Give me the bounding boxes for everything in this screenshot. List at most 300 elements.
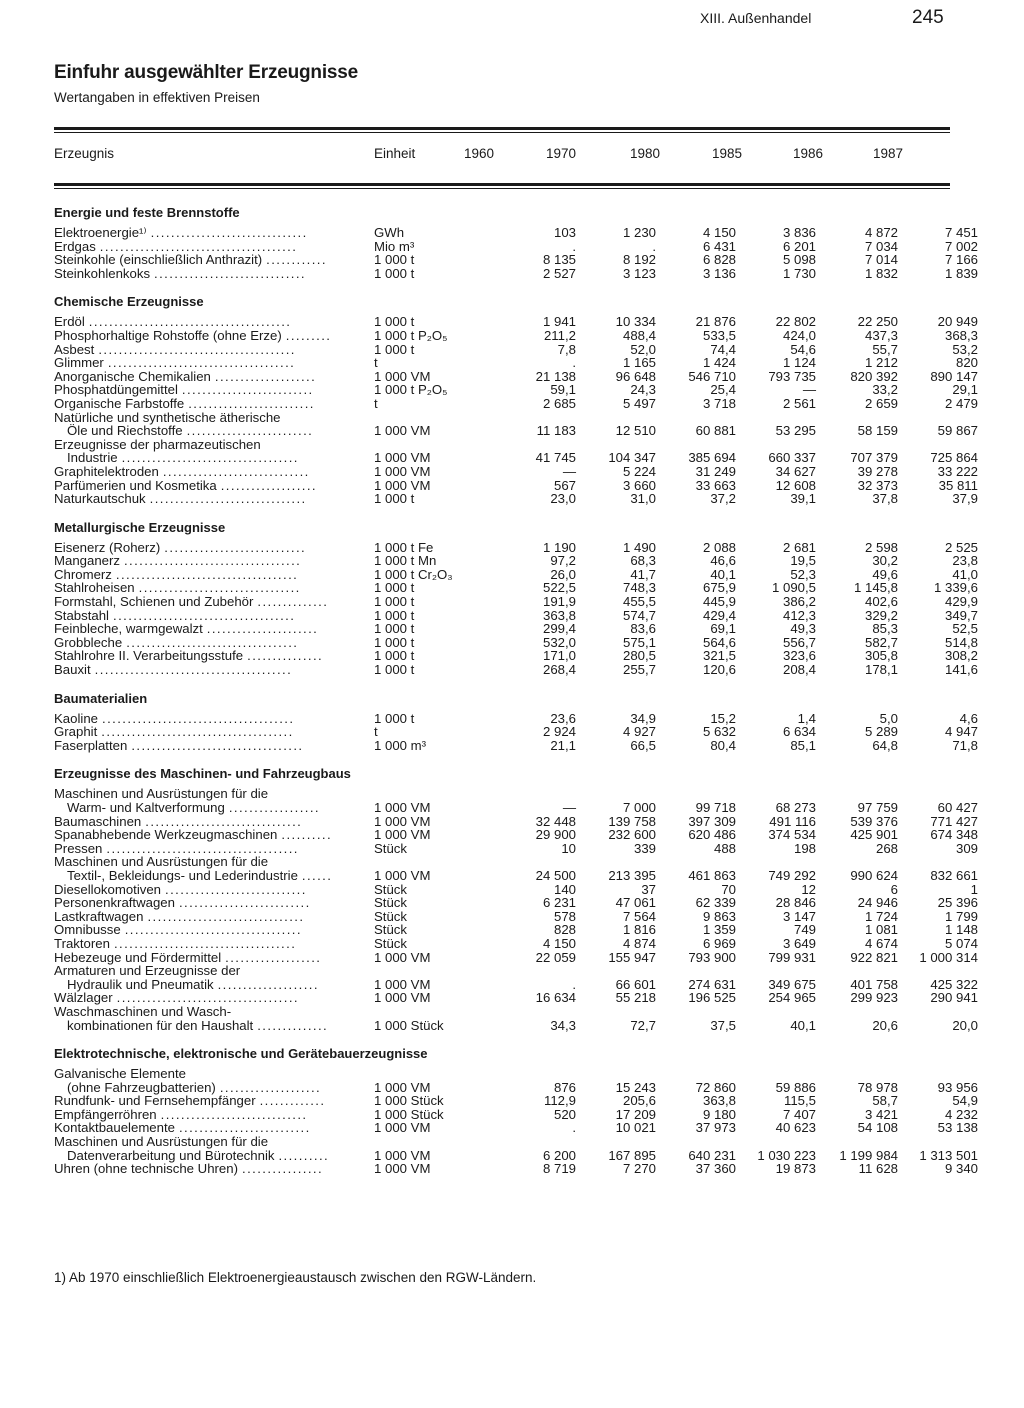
- row-label: Organische Farbstoffe: [54, 395, 185, 411]
- row-label: Grobbleche: [54, 634, 123, 650]
- cell-value: 7 564: [622, 908, 656, 924]
- cell-value: 19 873: [775, 1161, 816, 1177]
- leader-dots: ....................: [214, 368, 317, 384]
- row-unit: 1 000 t: [374, 634, 415, 650]
- table-row: [54, 355, 978, 371]
- cell-value: 578: [553, 908, 576, 924]
- table-row: [54, 607, 978, 623]
- cell-value: 3 660: [622, 477, 656, 493]
- row-label: Pressen: [54, 840, 103, 856]
- cell-value: —: [562, 800, 576, 815]
- cell-value: 8 192: [622, 252, 656, 268]
- cell-value: 59 886: [775, 1079, 816, 1095]
- cell-value: 386,2: [782, 594, 816, 610]
- leader-dots: .............................: [162, 463, 310, 479]
- section-heading: Chemische Erzeugnisse: [54, 294, 204, 310]
- cell-value: 461 863: [688, 867, 736, 883]
- leader-dots: ..............: [257, 594, 329, 610]
- cell-value: 52,5: [952, 621, 978, 637]
- row-label: Waschmaschinen und Wasch-: [54, 1003, 232, 1019]
- cell-value: 1 839: [944, 265, 978, 281]
- table-row: [54, 1135, 950, 1149]
- row-label: Erdöl: [54, 314, 85, 330]
- section-heading-row: [54, 515, 950, 541]
- table-row: [54, 539, 978, 555]
- cell-value: 255,7: [622, 662, 656, 678]
- cell-value: 58,7: [872, 1093, 898, 1109]
- row-unit: 1 000 VM: [374, 976, 431, 992]
- cell-value: 34,3: [550, 1017, 576, 1033]
- row-label: Maschinen und Ausrüstungen für die: [54, 786, 269, 802]
- cell-value: 771 427: [930, 813, 978, 829]
- cell-value: 10 021: [615, 1120, 656, 1136]
- row-unit: 1 000 Stück: [374, 1017, 444, 1033]
- cell-value: 7 166: [944, 252, 978, 268]
- cell-value: 37,5: [710, 1017, 736, 1033]
- cell-value: 7 270: [622, 1161, 656, 1177]
- leader-dots: ...................: [225, 949, 322, 965]
- table-row: [54, 225, 978, 240]
- cell-value: 820: [955, 355, 978, 371]
- row-label: Warm- und Kaltverformung: [67, 800, 225, 815]
- cell-value: 4 232: [944, 1106, 978, 1122]
- cell-value: 2 088: [702, 539, 736, 555]
- row-label: Baumaschinen: [54, 813, 142, 829]
- column-header-1986: 1986: [793, 146, 824, 161]
- leader-dots: ......................: [206, 621, 319, 637]
- row-label: Textil-, Bekleidungs- und Lederindustrie: [67, 867, 298, 883]
- cell-value: 96 648: [615, 368, 656, 384]
- cell-value: 97,2: [550, 553, 576, 569]
- table-row: [54, 1106, 978, 1122]
- cell-value: 1 190: [542, 539, 576, 555]
- cell-value: 37,9: [952, 491, 978, 507]
- row-label: Maschinen und Ausrüstungen für die: [54, 854, 269, 870]
- cell-value: 5 497: [622, 395, 656, 411]
- leader-dots: ............................: [164, 539, 307, 555]
- cell-value: 268,4: [542, 662, 576, 678]
- cell-value: 660 337: [768, 450, 816, 466]
- footnote: 1) Ab 1970 einschließlich Elektroenergieaustausch zwischen den RGW-Ländern.: [54, 1270, 537, 1285]
- cell-value: 1 730: [782, 265, 816, 281]
- cell-value: 321,5: [702, 648, 736, 664]
- leader-dots: ....................................: [113, 935, 297, 951]
- cell-value: 33 222: [937, 463, 978, 479]
- cell-value: 25 396: [937, 895, 978, 911]
- section-heading: Erzeugnisse des Maschinen- und Fahrzeugbaus: [54, 766, 351, 782]
- cell-value: 24,3: [630, 382, 656, 398]
- table-row: [54, 855, 950, 869]
- cell-value: 349 675: [768, 976, 816, 992]
- section-heading-row: [54, 761, 950, 787]
- cell-value: 445,9: [702, 594, 736, 610]
- row-unit: 1 000 t P₂O₅: [374, 382, 448, 398]
- cell-value: 35 811: [938, 477, 978, 493]
- cell-value: 70: [721, 881, 736, 897]
- cell-value: 49,6: [872, 566, 898, 582]
- cell-value: 112,9: [543, 1093, 576, 1109]
- section-gap: [54, 280, 950, 289]
- cell-value: .: [572, 1120, 576, 1136]
- cell-value: 1 165: [622, 355, 656, 371]
- row-unit: 1 000 VM: [374, 1079, 431, 1095]
- row-unit: 1 000 VM: [374, 423, 431, 439]
- column-header-1970: 1970: [546, 146, 577, 161]
- cell-value: 749 292: [768, 867, 816, 883]
- cell-value: 424,0: [782, 327, 816, 343]
- cell-value: 3 649: [782, 935, 816, 951]
- cell-value: 425 322: [930, 976, 978, 992]
- section-heading-row: [54, 200, 950, 226]
- cell-value: 520: [553, 1106, 576, 1122]
- section-heading: Baumaterialien: [54, 690, 148, 706]
- leader-dots: ...............................: [149, 491, 307, 507]
- leader-dots: .........................: [186, 423, 314, 439]
- row-unit: 1 000 t: [374, 594, 415, 610]
- cell-value: 12: [801, 881, 816, 897]
- table-row: [54, 935, 978, 951]
- cell-value: 6 634: [782, 724, 816, 740]
- table-row: [54, 382, 978, 398]
- cell-value: 3 718: [702, 395, 736, 411]
- section-gap: [54, 506, 950, 515]
- cell-value: 139 758: [608, 813, 656, 829]
- cell-value: 1 424: [702, 355, 736, 371]
- cell-value: 349,7: [944, 607, 978, 623]
- row-unit: 1 000 m³: [374, 737, 427, 753]
- row-label: Graphit: [54, 724, 98, 740]
- cell-value: 80,4: [710, 737, 736, 753]
- row-label: Wälzlager: [54, 990, 113, 1006]
- cell-value: 1 090,5: [772, 580, 816, 596]
- cell-value: 6: [890, 881, 898, 897]
- page-number: 245: [912, 7, 944, 28]
- cell-value: 31,0: [630, 491, 656, 507]
- cell-value: 68 273: [775, 800, 816, 815]
- table-row: [54, 964, 950, 978]
- cell-value: 3 836: [782, 225, 816, 240]
- table-row: [54, 710, 978, 726]
- cell-value: 213 395: [608, 867, 656, 883]
- cell-value: 4 947: [944, 724, 978, 740]
- row-unit: 1 000 t: [374, 252, 415, 268]
- table-row: [54, 1005, 950, 1019]
- leader-dots: ......: [301, 867, 333, 883]
- cell-value: 749: [793, 922, 816, 938]
- cell-value: 675,9: [702, 580, 736, 596]
- row-unit: 1 000 t: [374, 621, 415, 637]
- table-row: [54, 976, 978, 992]
- cell-value: 211,2: [543, 327, 576, 343]
- section-heading-row: [54, 686, 950, 712]
- cell-value: 6 969: [702, 935, 736, 951]
- cell-value: 7 002: [944, 238, 978, 254]
- table-row: [54, 908, 978, 924]
- cell-value: 85,3: [872, 621, 898, 637]
- cell-value: 22 802: [775, 314, 816, 330]
- cell-value: 574,7: [622, 607, 656, 623]
- row-label: Graphitelektroden: [54, 463, 159, 479]
- cell-value: 140: [553, 881, 576, 897]
- cell-value: 455,5: [622, 594, 656, 610]
- cell-value: 488: [713, 840, 736, 856]
- leader-dots: ....................................: [116, 990, 299, 1006]
- row-label: Stahlroheisen: [54, 580, 135, 596]
- cell-value: 37: [641, 881, 656, 897]
- row-label: Datenverarbeitung und Bürotechnik: [67, 1147, 275, 1163]
- table-row: [54, 787, 950, 801]
- cell-value: 32 373: [857, 477, 898, 493]
- cell-value: 5 074: [944, 935, 978, 951]
- row-label: Elektroenergie¹⁾: [54, 225, 147, 240]
- leader-dots: ...................................: [124, 922, 302, 938]
- cell-value: 40,1: [790, 1017, 816, 1033]
- cell-value: 72 860: [695, 1079, 736, 1095]
- cell-value: 522,5: [542, 580, 576, 596]
- cell-value: 725 864: [930, 450, 978, 466]
- cell-value: 640 231: [688, 1147, 736, 1163]
- cell-value: 707 379: [850, 450, 898, 466]
- row-label: Phosphatdüngemittel: [54, 382, 178, 398]
- cell-value: 7 000: [622, 800, 656, 815]
- leader-dots: .............: [259, 1093, 326, 1109]
- leader-dots: ......................................: [106, 840, 299, 856]
- row-unit: t: [374, 724, 378, 740]
- cell-value: 539 376: [850, 813, 898, 829]
- cell-value: 401 758: [850, 976, 898, 992]
- row-label: Erdgas: [54, 238, 96, 254]
- leader-dots: ...............: [247, 648, 324, 664]
- cell-value: 7,8: [557, 341, 576, 357]
- table-row: [54, 648, 978, 664]
- cell-value: 397 309: [688, 813, 736, 829]
- row-label: Anorganische Chemikalien: [54, 368, 211, 384]
- cell-value: 3 421: [864, 1106, 898, 1122]
- cell-value: 78 978: [857, 1079, 898, 1095]
- cell-value: 54 108: [857, 1120, 898, 1136]
- cell-value: 1: [970, 881, 978, 897]
- row-label: Naturkautschuk: [54, 491, 146, 507]
- cell-value: 54,9: [952, 1093, 978, 1109]
- table-row: [54, 314, 978, 330]
- cell-value: .: [572, 355, 576, 371]
- cell-value: 71,8: [952, 737, 978, 753]
- cell-value: 28 846: [775, 895, 816, 911]
- row-label: Chromerz: [54, 566, 112, 582]
- section-gap: [54, 1032, 950, 1041]
- row-unit: Stück: [374, 881, 407, 897]
- cell-value: 254 965: [768, 990, 816, 1006]
- section-heading: Energie und feste Brennstoffe: [54, 205, 240, 220]
- cell-value: 290 941: [930, 990, 978, 1006]
- table-row: [54, 867, 978, 883]
- row-label: Maschinen und Ausrüstungen für die: [54, 1134, 269, 1150]
- table-row: [54, 813, 978, 829]
- cell-value: 299 923: [850, 990, 898, 1006]
- cell-value: 74,4: [710, 341, 736, 357]
- cell-value: 564,6: [702, 634, 736, 650]
- table-row: [54, 566, 978, 582]
- cell-value: 1,4: [797, 710, 816, 726]
- leader-dots: ..........................: [178, 1120, 311, 1136]
- cell-value: 305,8: [864, 648, 898, 664]
- table-row: [54, 1120, 978, 1136]
- row-unit: t: [374, 395, 378, 411]
- leader-dots: ......................................: [102, 710, 295, 726]
- cell-value: 4 927: [622, 724, 656, 740]
- cell-value: 23,0: [550, 491, 576, 507]
- cell-value: 59 867: [937, 423, 978, 439]
- row-label: Rundfunk- und Fernsehempfänger: [54, 1093, 256, 1109]
- table-row: [54, 252, 978, 268]
- table-top-rule-thin: [54, 132, 950, 133]
- cell-value: 828: [553, 922, 576, 938]
- cell-value: 1 799: [944, 908, 978, 924]
- leader-dots: .........: [285, 327, 332, 343]
- cell-value: 674 348: [930, 827, 978, 843]
- row-unit: 1 000 Stück: [374, 1106, 444, 1122]
- cell-value: 1 230: [622, 225, 656, 240]
- cell-value: 514,8: [944, 634, 978, 650]
- cell-value: 69,1: [710, 621, 736, 637]
- table-header-rule-thin: [54, 188, 950, 189]
- cell-value: 10: [561, 840, 576, 856]
- leader-dots: ............: [266, 252, 327, 268]
- cell-value: 2 659: [864, 395, 898, 411]
- cell-value: 6 431: [702, 238, 736, 254]
- cell-value: 68,3: [630, 553, 656, 569]
- cell-value: 363,8: [542, 607, 576, 623]
- table-row: [54, 395, 978, 411]
- cell-value: 32 448: [535, 813, 576, 829]
- cell-value: 60 881: [695, 423, 736, 439]
- cell-value: —: [562, 463, 576, 479]
- leader-dots: .......................................: [94, 662, 293, 678]
- cell-value: 5,0: [879, 710, 898, 726]
- cell-value: 23,6: [550, 710, 576, 726]
- row-label: Stahlrohre II. Verarbeitungsstufe: [54, 648, 244, 664]
- cell-value: 29 900: [535, 827, 576, 843]
- leader-dots: ..........: [278, 1147, 330, 1163]
- table-row: [54, 477, 978, 493]
- row-unit: 1 000 t: [374, 710, 415, 726]
- cell-value: 3 147: [782, 908, 816, 924]
- leader-dots: ........................................: [88, 314, 292, 330]
- cell-value: 30,2: [872, 553, 898, 569]
- cell-value: 922 821: [850, 949, 898, 965]
- running-head: XIII. Außenhandel: [700, 10, 812, 26]
- cell-value: 39,1: [790, 491, 816, 507]
- cell-value: 7 034: [864, 238, 898, 254]
- row-label: Stabstahl: [54, 607, 109, 623]
- cell-value: 8 719: [542, 1161, 576, 1177]
- table-row: [54, 827, 978, 843]
- cell-value: 104 347: [608, 450, 656, 466]
- cell-value: 1 941: [542, 314, 576, 330]
- cell-value: 425 901: [850, 827, 898, 843]
- cell-value: 49,3: [790, 621, 816, 637]
- leader-dots: .............................: [160, 1106, 308, 1122]
- cell-value: 6 200: [542, 1147, 576, 1163]
- cell-value: 2 681: [782, 539, 816, 555]
- cell-value: 4 150: [702, 225, 736, 240]
- cell-value: 12 608: [775, 477, 816, 493]
- row-unit: 1 000 VM: [374, 1120, 431, 1136]
- table-row: [54, 949, 978, 965]
- cell-value: .: [572, 238, 576, 254]
- cell-value: 53 295: [775, 423, 816, 439]
- row-label: Hebezeuge und Fördermittel: [54, 949, 222, 965]
- cell-value: 31 249: [695, 463, 736, 479]
- cell-value: 55 218: [615, 990, 656, 1006]
- cell-value: 323,6: [782, 648, 816, 664]
- row-label: Diesellokomotiven: [54, 881, 162, 897]
- row-unit: 1 000 VM: [374, 1161, 431, 1177]
- leader-dots: ....................................: [113, 607, 296, 623]
- cell-value: 3 136: [702, 265, 736, 281]
- cell-value: 33 663: [695, 477, 736, 493]
- cell-value: 141,6: [944, 662, 978, 678]
- cell-value: 385 694: [688, 450, 736, 466]
- cell-value: 41,0: [952, 566, 978, 582]
- cell-value: 533,5: [702, 327, 736, 343]
- cell-value: 11 183: [536, 423, 576, 439]
- table-row: [54, 724, 978, 740]
- cell-value: 620 486: [688, 827, 736, 843]
- leader-dots: ....................: [217, 976, 319, 992]
- cell-value: 402,6: [864, 594, 898, 610]
- row-unit: 1 000 VM: [374, 463, 431, 479]
- row-unit: 1 000 t: [374, 648, 415, 664]
- leader-dots: ..............................: [154, 265, 306, 281]
- table-row: [54, 491, 978, 507]
- cell-value: .: [572, 976, 576, 992]
- cell-value: 9 863: [702, 908, 736, 924]
- row-unit: Stück: [374, 922, 407, 938]
- cell-value: 198: [793, 840, 816, 856]
- table-row: [54, 1161, 978, 1177]
- cell-value: 37,2: [710, 491, 736, 507]
- cell-value: 41 745: [535, 450, 576, 466]
- row-label: Lastkraftwagen: [54, 908, 144, 924]
- row-label: (ohne Fahrzeugbatterien): [67, 1079, 216, 1095]
- row-label: kombinationen für den Haushalt: [67, 1017, 254, 1033]
- column-header-unit: Einheit: [374, 146, 416, 161]
- cell-value: 60 427: [937, 800, 978, 815]
- data-table: [54, 200, 978, 1177]
- row-unit: 1 000 t: [374, 607, 415, 623]
- row-label: Kontaktbauelemente: [54, 1120, 175, 1136]
- row-label: Armaturen und Erzeugnisse der: [54, 963, 241, 979]
- cell-value: 368,3: [944, 327, 978, 343]
- cell-value: 167 895: [608, 1147, 656, 1163]
- column-header-1960: 1960: [464, 146, 495, 161]
- cell-value: 171,0: [542, 648, 576, 664]
- cell-value: 7 407: [782, 1106, 816, 1122]
- row-unit: 1 000 t: [374, 580, 415, 596]
- cell-value: 5 632: [702, 724, 736, 740]
- row-unit: 1 000 t: [374, 314, 415, 330]
- cell-value: 4 674: [864, 935, 898, 951]
- cell-value: 1 816: [622, 922, 656, 938]
- cell-value: 15 243: [615, 1079, 656, 1095]
- leader-dots: ...................: [220, 477, 317, 493]
- row-label: Öle und Riechstoffe: [67, 423, 183, 439]
- cell-value: 8 135: [542, 252, 576, 268]
- cell-value: 2 598: [864, 539, 898, 555]
- cell-value: 6 231: [542, 895, 576, 911]
- row-unit: 1 000 VM: [374, 827, 431, 843]
